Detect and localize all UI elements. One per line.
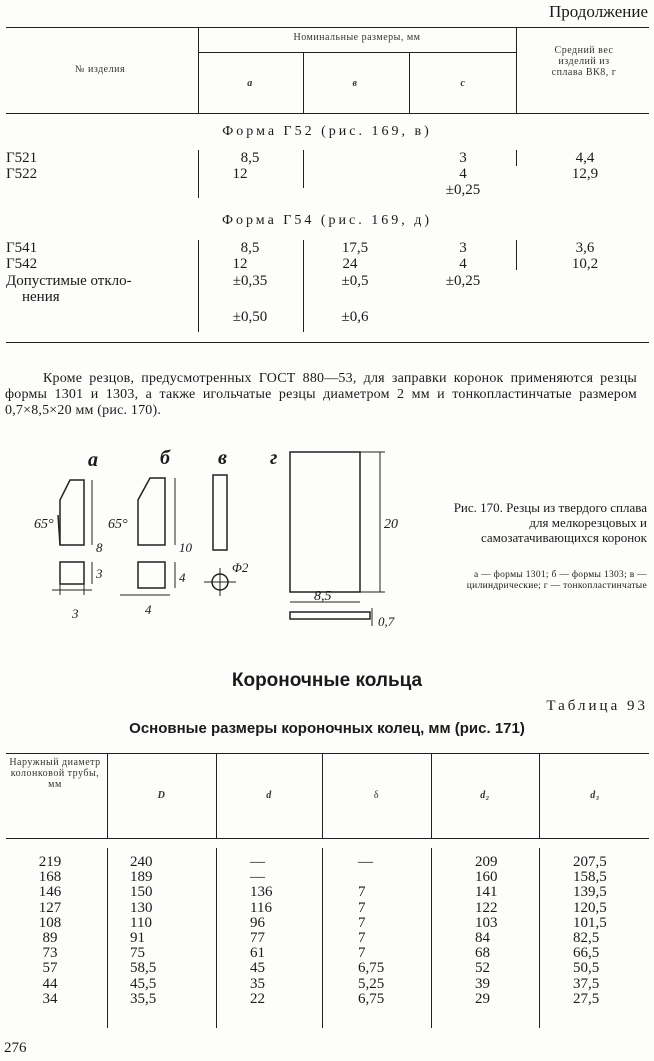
table-cell: 3	[459, 150, 467, 166]
table-cell: 22	[250, 990, 265, 1007]
rule	[198, 240, 199, 332]
table-cell: 7	[358, 945, 366, 962]
table-cell: 116	[250, 899, 272, 916]
rule	[322, 848, 323, 1028]
table-cell: 139,5	[573, 884, 607, 901]
group-label-g52: Форма Г52 (рис. 169, в)	[222, 124, 432, 139]
dim-w-a: 3	[72, 606, 79, 621]
angle-b: 65°	[108, 517, 128, 532]
table-cell: 3	[459, 240, 467, 256]
dim-w-g: 8,5	[314, 589, 332, 604]
table-cell: 4	[459, 166, 467, 182]
col-header-weight-1: Средний вес	[554, 45, 614, 56]
table-cell: 136	[250, 884, 273, 901]
table-cell: 141	[475, 884, 498, 901]
cutter-a-outline	[60, 480, 84, 545]
col-header-nominal: Номинальные размеры, мм	[293, 32, 421, 43]
cutter-a-section	[60, 562, 84, 584]
rule	[198, 150, 199, 198]
table-cell: 4,4	[575, 150, 595, 166]
table-cell: ±0,25	[445, 182, 481, 198]
table-cell: 29	[475, 990, 490, 1007]
cutter-b-outline	[138, 478, 165, 545]
col-header-weight-2: изделий из	[558, 56, 610, 67]
col-header-d: d	[266, 790, 272, 801]
rule	[516, 27, 517, 113]
table-cell: 130	[130, 899, 153, 916]
table-cell: 219	[38, 854, 62, 870]
table-title: Основные размеры короночных колец, мм (рис. 171)	[129, 720, 525, 737]
fig-label-a: а	[88, 449, 98, 471]
col-header-b: в	[352, 78, 358, 89]
dim-w-b: 4	[145, 602, 152, 617]
fig-label-b: б	[160, 447, 170, 469]
rule	[539, 753, 540, 838]
col-header-delta: δ	[373, 790, 380, 801]
table-cell: Допустимые откло-	[6, 273, 132, 289]
figure-caption: Рис. 170. Резцы из твердого сплава для мелкорезцовых и самозатачивающихся коронок	[453, 500, 647, 545]
cutter-g-outline	[290, 452, 360, 592]
table-cell: 34	[42, 990, 58, 1007]
table-cell: ±0,5	[341, 273, 369, 289]
rule	[303, 52, 304, 113]
dim-h-a: 8	[96, 540, 103, 555]
rule	[6, 838, 649, 839]
figure-170	[0, 440, 430, 660]
table-cell: 82,5	[573, 930, 600, 946]
table-cell: 6,75	[358, 990, 385, 1007]
table-cell: 77	[250, 930, 265, 946]
dim-h-b2: 4	[179, 570, 186, 585]
rule	[431, 753, 432, 838]
table-number: Таблица 93	[546, 698, 648, 714]
table-cell: 35	[250, 975, 265, 992]
group-label-g54: Форма Г54 (рис. 169, д)	[221, 213, 433, 228]
table-cell: 45	[250, 960, 265, 977]
dim-h-b: 10	[179, 540, 192, 555]
rule	[303, 150, 304, 188]
table-cell: 12	[232, 256, 248, 272]
table-cell: 73	[42, 945, 58, 962]
rule	[216, 848, 217, 1028]
table-cell: 10,2	[571, 256, 599, 272]
rule	[322, 753, 323, 838]
table-cell: ±0,35	[232, 273, 268, 289]
rule	[303, 240, 304, 332]
table-cell: 6,75	[358, 960, 385, 977]
table-cell: 96	[250, 914, 265, 931]
page-number: 276	[4, 1040, 27, 1056]
table-cell: 160	[475, 869, 498, 886]
table-cell: Г522	[6, 166, 38, 182]
table-cell: 50,5	[573, 960, 600, 977]
table-cell: 240	[130, 854, 153, 870]
table-cell: 37,5	[573, 975, 600, 992]
table-cell: 189	[130, 869, 153, 886]
rule	[6, 27, 649, 28]
table-cell: нения	[22, 289, 60, 305]
table-cell: 146	[38, 884, 62, 901]
col-header-d2: d₂	[480, 790, 490, 801]
table-cell: 58,5	[130, 960, 157, 977]
table-cell: ±0,6	[341, 309, 369, 325]
dim-h-a2: 3	[96, 566, 103, 581]
table-cell: 45,5	[130, 975, 157, 992]
table-cell: 209	[475, 854, 498, 870]
table-cell: 8,5	[240, 150, 260, 166]
rule	[6, 113, 649, 114]
table-cell: 84	[475, 930, 490, 946]
table-cell: 8,5	[240, 240, 260, 256]
col-header-d3: d₃	[590, 790, 600, 801]
cutter-b-section	[138, 562, 165, 588]
table-cell: 75	[130, 945, 145, 962]
table-cell: Г542	[6, 256, 38, 272]
fig-label-g: г	[270, 447, 278, 469]
table-cell: 150	[130, 884, 153, 901]
table-cell: —	[358, 854, 373, 870]
table-cell: 3,6	[575, 240, 595, 256]
table-cell: 122	[475, 899, 498, 916]
table-cell: 103	[475, 914, 498, 931]
rule	[198, 52, 516, 53]
fig-label-v: в	[218, 447, 227, 469]
angle-a: 65°	[34, 517, 54, 532]
col-header-D: D	[157, 790, 166, 801]
rule	[107, 753, 108, 838]
table-cell: 57	[42, 960, 58, 977]
table-cell: 168	[38, 869, 62, 886]
table-cell: 39	[475, 975, 490, 992]
table-cell: —	[250, 854, 265, 870]
table-cell: 35,5	[130, 990, 157, 1007]
table-cell: 12,9	[571, 166, 599, 182]
rule	[216, 753, 217, 838]
continuation-label: Продолжение	[548, 2, 648, 21]
dim-diam: Φ2	[232, 560, 249, 575]
table-cell: 110	[130, 914, 152, 931]
table-cell: 7	[358, 914, 366, 931]
rule	[516, 240, 517, 270]
table-cell: 7	[358, 884, 366, 901]
table-cell: 17,5	[341, 240, 369, 256]
table-cell: 120,5	[573, 899, 607, 916]
table-cell: 101,5	[573, 914, 607, 931]
table-cell: 27,5	[573, 990, 600, 1007]
table-cell: 89	[42, 930, 58, 946]
table-cell: 5,25	[358, 975, 385, 992]
rule	[431, 848, 432, 1028]
table-cell: 66,5	[573, 945, 600, 962]
table-cell: ±0,50	[232, 309, 268, 325]
table-cell: Г521	[6, 150, 38, 166]
table-cell: 207,5	[573, 854, 607, 870]
table-cell: 52	[475, 960, 490, 977]
rule	[198, 27, 199, 113]
dim-h-g: 20	[384, 517, 398, 532]
rule	[409, 52, 410, 113]
col-header-c: с	[460, 78, 466, 89]
table-cell: 4	[459, 256, 467, 272]
table-cell: 7	[358, 930, 366, 946]
rule	[6, 342, 649, 343]
table-cell: 61	[250, 945, 265, 962]
cutter-g-section	[290, 612, 370, 619]
rule	[539, 848, 540, 1028]
body-paragraph: Кроме резцов, предусмотренных ГОСТ 880—53, для заправки коронок применяются резцы формы 1301 и 1303, а также игольчатые резцы диаметром 2 мм и тонкопластинчатые размером 0,7×8,5×20 мм (рис. 170).	[5, 371, 637, 418]
col-header-outer: Наружный диаметр колонковой трубы, мм	[9, 757, 101, 790]
table-cell: 44	[42, 975, 58, 992]
table-cell: 108	[38, 914, 62, 931]
table-cell: —	[250, 869, 265, 886]
table-cell: 7	[358, 899, 366, 916]
table-cell: 127	[38, 899, 62, 916]
table-cell: 24	[342, 256, 358, 272]
rule	[6, 753, 649, 754]
col-header-a: а	[247, 78, 253, 89]
col-header-weight-3: сплава ВК8, г	[551, 67, 617, 78]
dim-t-g: 0,7	[378, 614, 395, 629]
figure-legend: а — формы 1301; б — формы 1303; в — цилиндрические; г — тонкопластинчатые	[466, 570, 647, 591]
table-cell: Г541	[6, 240, 38, 256]
table-cell: ±0,25	[445, 273, 481, 289]
table-cell: 91	[130, 930, 145, 946]
rule	[516, 150, 517, 166]
rule	[107, 848, 108, 1028]
col-header-item: № изделия	[74, 64, 126, 75]
table-cell: 68	[475, 945, 490, 962]
cutter-v-outline	[213, 475, 227, 550]
table-cell: 158,5	[573, 869, 607, 886]
table-cell: 12	[232, 166, 248, 182]
section-title: Короночные кольца	[231, 670, 423, 691]
